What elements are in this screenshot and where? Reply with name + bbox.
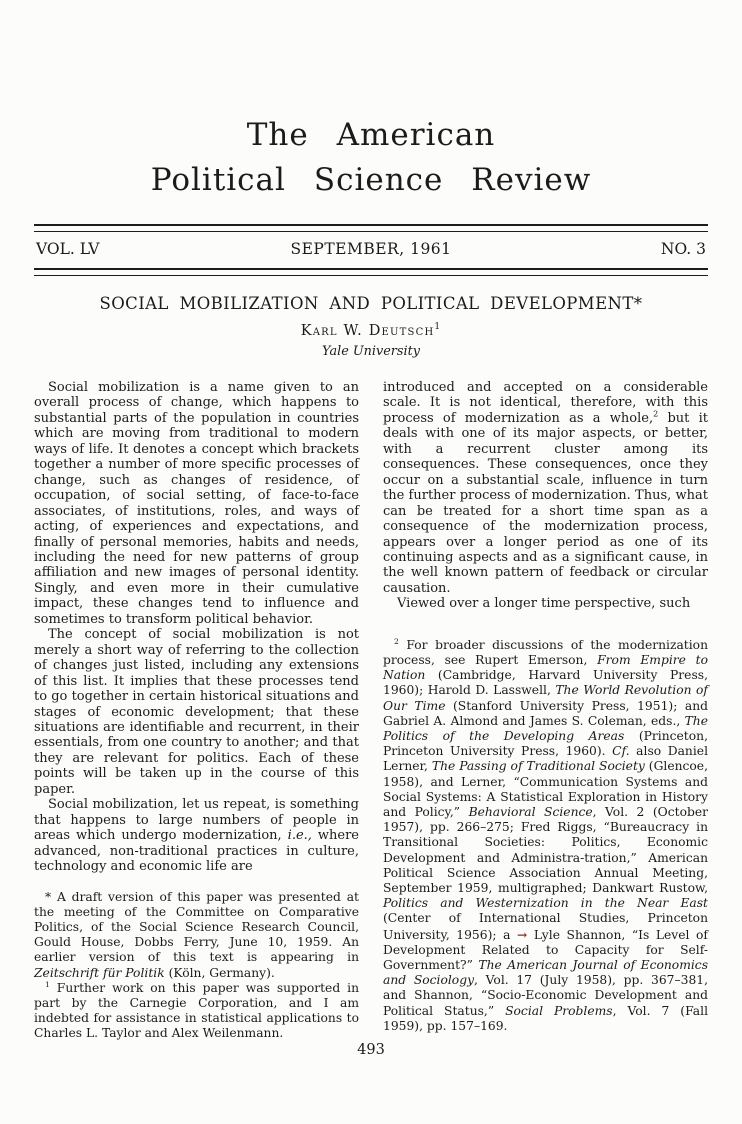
article-author: Karl W. Deutsch$^1$ [300, 322, 442, 339]
body-paragraph: Social mobilization, let us repeat, is something that happens to large numbers of people in areas which undergo modernization, i.e., where advanced, non-traditional practices in culture, technology and economic life are [34, 797, 360, 875]
body-paragraph: Viewed over a longer time perspective, such [397, 596, 691, 612]
issue-number: NO. 3 [660, 240, 706, 258]
volume-issue-row [34, 232, 708, 268]
left-footnotes [34, 890, 359, 1042]
journal-title-line1: The American [246, 117, 496, 153]
left-column [34, 380, 359, 1042]
journal-masthead [34, 117, 708, 198]
footnote-1: $^1$ Further work on this paper was supported in part by the Carnegie Corporation, and I am indebted for assistance in statistical applications to Charles L. Taylor and Alex Weilenmann. [34, 979, 359, 1041]
volume-label: VOL. LV [36, 240, 100, 258]
body-paragraph: introduced and accepted on a considerable scale. It is not identical, therefore, with this process of modernization as a whole,$^2$ but it deals with one of its major aspects, or better, with a recurrent cluster among its consequences. These consequences, once they occur on a substantial scale, influence in turn the further process of modernization. Thus, what can be treated for a short time span as a consequence of the modernization process, appears over a longer period as one of its continuing aspects and as a significant cause, in the well known pattern of feedback or circular causation. [383, 380, 708, 596]
page-number: 493 [357, 1042, 385, 1058]
issue-date: SEPTEMBER, 1961 [290, 240, 452, 258]
article-header [34, 294, 708, 359]
right-footnotes [383, 638, 708, 1034]
masthead-rule-top [34, 224, 708, 232]
text-columns [34, 380, 708, 1042]
article-title: SOCIAL MOBILIZATION AND POLITICAL DEVELOPMENT* [99, 294, 643, 313]
footnote-asterisk: * A draft version of this paper was presented at the meeting of the Committee on Comparative Politics, of the Social Science Research Council, Gould House, Dobbs Ferry, June 10, 1959. An earlier version of this text is appearing in Zeitschrift für Politik (Köln, Germany). [34, 889, 359, 980]
right-column [383, 380, 708, 1042]
journal-title-line2: Political Science Review [150, 162, 592, 198]
masthead-rule-bottom [34, 268, 708, 276]
body-paragraph: The concept of social mobilization is not merely a short way of referring to the collection of changes just listed, including any extensions of this list. It implies that these processes tend to go together in certain historical situations and stages of economic development; that these situations are identifiable and recurrent, in their essentials, from one country to another; and that they are relevant for politics. Each of these points will be taken up in the course of this paper. [34, 627, 359, 797]
author-affiliation: Yale University [322, 344, 420, 359]
footnote-2: $^2$ For broader discussions of the modernization process, see Rupert Emerson, From Empire to Nation (Cambridge, Harvard University Press, 1960); Harold D. Lasswell, The World Revolution of Our Time (Stanford University Press, 1951); and Gabriel A. Almond and James S. Coleman, eds., The Politics of the Developing Areas (Princeton, Princeton University Press, 1960). Cf. also Daniel Lerner, The Passing of Traditional Society (Glencoe, 1958), and Lerner, “Communication Systems and Social Systems: A Statistical Exploration in History and Policy,” Behavioral Science, Vol. 2 (October 1957), pp. 266–275; Fred Riggs, “Bureaucracy in Transitional Societies: Politics, Economic Development and Administra-tration,” American Political Science Association Annual Meeting, September 1959, multigraphed; Dankwart Rustow, Politics and Westernization in the Near East (Center of International Studies, Princeton University, 1956); a → Lyle Shannon, “Is Level of Development Related to Capacity for Self-Government?” The American Journal of Economics and Sociology, Vol. 17 (July 1958), pp. 367–381, and Shannon, “Socio-Economic Development and Political Status,” Social Problems, Vol. 7 (Fall 1959), pp. 157–169. [383, 636, 709, 1033]
red-arrow-icon: → [516, 926, 528, 942]
body-paragraph: Social mobilization is a name given to an overall process of change, which happens to substantial parts of the population in countries which are moving from traditional to modern ways of life. It denotes a concept which brackets together a number of more specific processes of change, such as changes of residence, of occupation, of social setting, of face-to-face associates, of institutions, roles, and ways of acting, of experiences and expectations, and finally of personal memories, habits and needs, including the need for new patterns of group affiliation and new images of personal identity. Singly, and even more in their cumulative impact, these changes tend to influence and sometimes to transform political behavior. [34, 380, 359, 627]
